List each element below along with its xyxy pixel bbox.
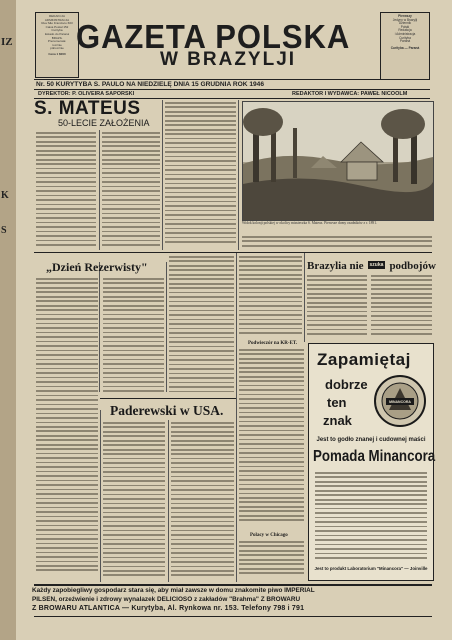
- edge-fragment-3: S: [1, 225, 7, 236]
- rule: [100, 398, 236, 399]
- article-body-center-col2: [239, 349, 304, 529]
- small-heading-2: Polacy w Chicago: [250, 533, 288, 538]
- box-line: ADMINISTRACJA: [44, 17, 70, 22]
- small-heading-1: Podwieczór na KR-ET.: [248, 341, 298, 346]
- article-subtitle-mateus: 50-LECIE ZAŁOŻENIA: [58, 118, 150, 128]
- box-footer: Curityba — Paraná: [390, 45, 420, 50]
- advert-line-2: dobrze: [325, 377, 368, 392]
- banner-line-3: Z BROWARU ATLANTICA — Kurytyba, Al. Rynkowa nr. 153. Telefony 798 i 791: [32, 605, 305, 612]
- column-rule: [304, 252, 305, 342]
- advert-headline: Zapamiętaj: [317, 350, 411, 369]
- box-line: Jedyny w Brazylji: [392, 17, 418, 22]
- box-line: BRAZIL: [51, 35, 63, 40]
- box-price: Cena 1 $000: [48, 51, 66, 56]
- article-body-mateus-col1: [36, 132, 96, 252]
- column-rule: [168, 420, 169, 582]
- minancora-emblem: [373, 374, 427, 428]
- box-line: Curityba: [399, 35, 411, 40]
- photo-caption-rest: [242, 236, 432, 250]
- emblem-label: MINANCORA: [389, 400, 411, 404]
- banner-line-1: Każdy zapobiegliwy gospodarz stara się, aby miał zawsze w domu znakomite piwo IMPERIAL: [32, 587, 315, 594]
- director-line: DYREKTOR: P. OLIVEIRA SAPORSKI: [38, 91, 135, 97]
- advert-product: Pomada Minancora: [313, 448, 436, 465]
- box-line: Pierwszy: [398, 14, 412, 18]
- column-rule: [162, 100, 163, 250]
- column-rule: [100, 410, 101, 582]
- box-line: półrocznie: [50, 46, 64, 51]
- article-photo: [242, 101, 434, 221]
- rule: [34, 252, 432, 253]
- column-rule: [236, 252, 237, 582]
- headline-word-box: szuka: [369, 262, 384, 269]
- subscription-box: [35, 12, 79, 78]
- article-body-paderewski-col1: [103, 422, 165, 582]
- previous-page-edge: [0, 0, 16, 640]
- article-body-mateus-col2: [102, 132, 160, 252]
- box-line: Caixa Postal 152: [45, 24, 69, 29]
- article-body-paderewski-col2: [171, 422, 234, 582]
- box-line: Paraná: [399, 39, 411, 44]
- box-line: Dziennik: [398, 21, 412, 26]
- box-line: Prenumerata:: [47, 39, 67, 44]
- article-body-mateus-col3: [165, 102, 236, 250]
- article-title-mateus: S. MATEUS: [34, 98, 141, 119]
- box-line: Polski: [400, 24, 410, 29]
- article-body-center-col3: [239, 541, 304, 581]
- headline-brazylia: [307, 256, 436, 272]
- masthead-title: GAZETA POLSKA: [76, 18, 351, 55]
- column-rule: [166, 262, 167, 392]
- edge-fragment-1: IZ: [1, 36, 13, 48]
- editor-line: REDAKTOR I WYDAWCA: PAWEŁ NICOOLM: [292, 91, 408, 97]
- rule: [34, 79, 430, 80]
- photo-caption: Widok kolonji polskiej w okolicy miasteczka S. Mateus. Pierwsze domy osadników z r. 1891.: [242, 221, 377, 225]
- rule: [34, 584, 432, 586]
- box-line: Redakcja: [398, 28, 412, 33]
- advert-line-4: znak: [323, 413, 352, 428]
- info-box-right: [380, 12, 430, 80]
- column-rule: [238, 100, 239, 250]
- advert-minancora: [308, 343, 434, 581]
- edge-fragment-2: K: [1, 190, 9, 201]
- article-body-brazylia-col1: [307, 275, 367, 341]
- newspaper-page: [16, 0, 452, 640]
- article-body-rezerwisty-col2: [103, 278, 164, 396]
- box-line: Curityba: [51, 28, 63, 33]
- article-title-rezerwisty: „Dzień Rezerwisty": [46, 260, 148, 274]
- photo-scene: [243, 102, 433, 220]
- headline-part: Brazylia nie: [307, 260, 364, 272]
- masthead-subtitle: W BRAZYLJI: [159, 49, 297, 70]
- article-title-paderewski: Paderewski w USA.: [110, 403, 224, 418]
- box-line: Rua São Francisco 603: [41, 21, 73, 26]
- article-body-rezerwisty-col1: [36, 278, 98, 582]
- rule: [34, 89, 430, 90]
- advert-body: [315, 472, 427, 562]
- article-body-center-col: [239, 256, 302, 340]
- box-line: Estado do Paraná: [44, 31, 70, 36]
- rule: [34, 616, 432, 617]
- banner-line-2: PILSEN, orzeźwienie i zdrowy wynalazek DELICIOSO z zakładów "Brahma" Z BROWARU: [32, 596, 301, 603]
- column-rule: [99, 130, 100, 250]
- column-rule: [99, 262, 100, 392]
- article-body-brazylia-col2: [371, 275, 432, 341]
- advert-tagline: Jest to godło znanej i cudownej maści: [316, 437, 426, 443]
- box-line: i Administracja: [394, 31, 416, 36]
- box-line: REDAKCJA: [48, 14, 65, 18]
- advert-line-3: ten: [327, 395, 347, 410]
- issue-info: Nr. 50 KURYTYBA S. PAULO NA NIEDZIELĘ DNIA 15 GRUDNIA ROK 1946: [36, 81, 265, 88]
- advert-footer: Jest to produkt Laboratorium "Minancora" — Joinville: [314, 566, 428, 571]
- box-line: rocznie: [52, 42, 62, 47]
- article-body-rezerwisty-col3: [169, 256, 234, 396]
- headline-part: podbojów: [389, 260, 436, 272]
